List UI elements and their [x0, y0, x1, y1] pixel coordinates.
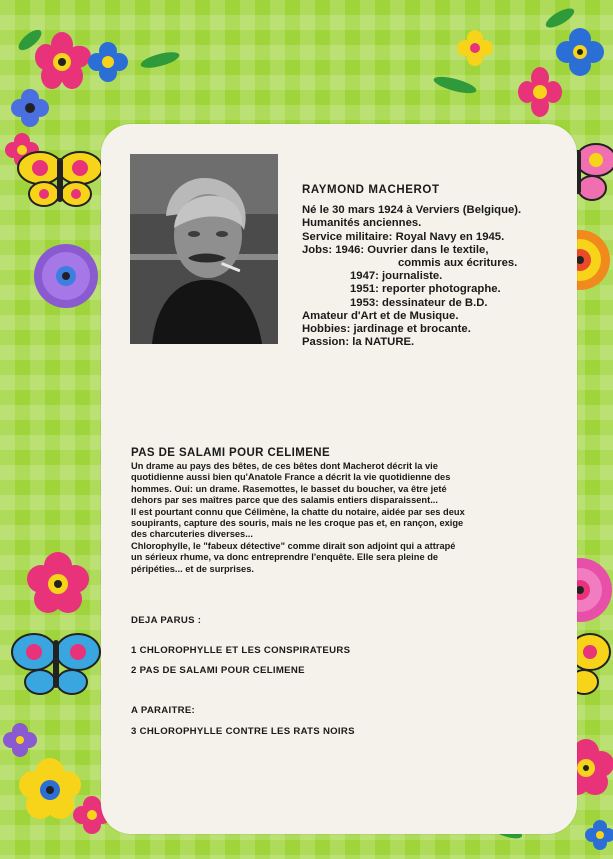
story-line: Il est pourtant connu que Célimène, la chatte du notaire, aidée par ses deux — [131, 506, 465, 517]
story-line: Chlorophylle, le "fabeux détective" comme dirait son adjoint qui a attrapé — [131, 540, 456, 551]
butterfly-icon — [18, 152, 102, 206]
flower-icon — [88, 42, 128, 82]
story-line: péripéties... et de surprises. — [131, 563, 254, 574]
published-item: 1 CHLOROPHYLLE ET LES CONSPIRATEURS — [131, 645, 351, 656]
bio-line: 1947: journaliste. — [350, 270, 443, 283]
bio-line: Amateur d'Art et de Musique. — [302, 309, 459, 322]
story-line: des charcuteries diverses... — [131, 529, 253, 540]
flower-icon — [556, 28, 604, 76]
flower-icon — [34, 244, 98, 308]
bio-line: Hobbies: jardinage et brocante. — [302, 323, 471, 336]
bio-line: 1951: reporter photographe. — [350, 283, 501, 296]
author-name: RAYMOND MACHEROT — [302, 184, 440, 196]
flower-icon — [585, 820, 613, 850]
flower-icon — [518, 67, 562, 117]
story-line: un sérieux rhume, va donc entreprendre l'enquête. Elle sera pleine de — [131, 552, 439, 563]
leaf-icon — [543, 5, 577, 31]
author-bio — [302, 184, 521, 349]
upcoming-heading: A PARAITRE: — [131, 705, 196, 716]
published-item: 2 PAS DE SALAMI POUR CELIMENE — [131, 665, 305, 676]
flower-icon — [35, 32, 94, 89]
upcoming-item: 3 CHLOROPHYLLE CONTRE LES RATS NOIRS — [131, 726, 355, 737]
flower-icon — [457, 30, 493, 66]
story-line: quotidienne aussi bien qu'Anatole France a décrit la vie quotidienne des — [131, 472, 451, 483]
leaf-icon — [432, 74, 478, 97]
story-summary — [131, 461, 465, 575]
story-line: dehors par ses maîtres parce que des salamis entiers disparaissent... — [131, 495, 438, 506]
flower-icon — [11, 89, 49, 127]
published-heading: DEJA PARUS : — [131, 615, 202, 626]
bio-line: Passion: la NATURE. — [302, 336, 415, 349]
leaf-icon — [139, 49, 181, 71]
flower-icon — [3, 723, 37, 757]
bio-line: commis aux écritures. — [398, 257, 518, 270]
portrait-illustration — [130, 154, 278, 344]
bio-line: Humanités anciennes. — [302, 217, 422, 230]
bio-line: Service militaire: Royal Navy en 1945. — [302, 230, 505, 243]
flower-icon — [27, 552, 89, 613]
bio-line: Né le 30 mars 1924 à Verviers (Belgique). — [302, 204, 522, 217]
story-title: PAS DE SALAMI POUR CELIMENE — [131, 447, 331, 459]
story-line: soupirants, capture des souris, mais ne les croque pas et, en rançon, exige — [131, 518, 464, 529]
bio-line: Jobs: 1946: Ouvrier dans le textile, — [302, 243, 489, 256]
story-line: hommes. Oui: un drame. Rasemottes, le basset du boucher, va être jeté — [131, 483, 447, 494]
story-line: Un drame au pays des bêtes, de ces bêtes dont Macherot décrit la vie — [131, 461, 438, 471]
author-portrait-photo — [130, 154, 278, 344]
butterfly-icon — [12, 634, 100, 694]
bio-line: 1953: dessinateur de B.D. — [350, 296, 488, 309]
flower-icon — [19, 758, 81, 819]
